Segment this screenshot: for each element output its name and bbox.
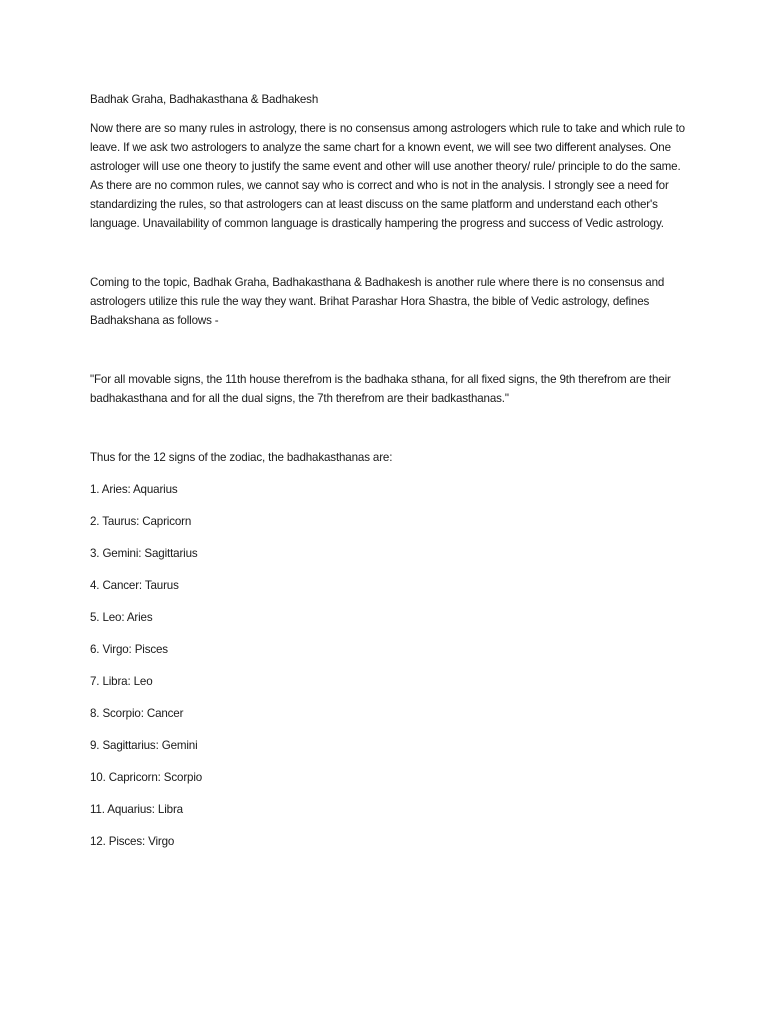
list-item: 7. Libra: Leo — [90, 675, 153, 688]
badhakasthana-list — [90, 480, 690, 851]
list-item: 2. Taurus: Capricorn — [90, 515, 192, 528]
paragraph-intro: Now there are so many rules in astrology, there is no consensus among astrologers which rule to take and which rule to leave. If we ask two astrologers to analyze the same chart for a known event, we will see two different analyses. One astrologer will use one theory to justify the same event and other will use another theory/ rule/ principle to do the same. As there are no common rules, we cannot say who is correct and who is not in the analysis. I strongly see a need for standardizing the rules, so that astrologers can at least discuss on the same platform and understand each other's language. Unavailability of common language is drastically hampering the progress and success of Vedic astrology. — [90, 122, 685, 230]
list-item: 3. Gemini: Sagittarius — [90, 547, 198, 560]
document-body — [90, 90, 690, 864]
list-intro: Thus for the 12 signs of the zodiac, the badhakasthanas are: — [90, 451, 393, 464]
list-item: 11. Aquarius: Libra — [90, 803, 183, 816]
list-item: 1. Aries: Aquarius — [90, 483, 178, 496]
list-item: 6. Virgo: Pisces — [90, 643, 168, 656]
quote-text: "For all movable signs, the 11th house therefrom is the badhaka sthana, for all fixed signs, the 9th therefrom are their badhakasthana and for all the dual signs, the 7th therefrom are their badkasthanas." — [90, 373, 671, 405]
list-item: 12. Pisces: Virgo — [90, 835, 175, 848]
list-item: 8. Scorpio: Cancer — [90, 707, 184, 720]
list-item: 9. Sagittarius: Gemini — [90, 739, 198, 752]
document-title: Badhak Graha, Badhakasthana & Badhakesh — [90, 93, 319, 106]
list-item: 10. Capricorn: Scorpio — [90, 771, 203, 784]
list-item: 4. Cancer: Taurus — [90, 579, 179, 592]
list-item: 5. Leo: Aries — [90, 611, 153, 624]
paragraph-topic: Coming to the topic, Badhak Graha, Badhakasthana & Badhakesh is another rule where there is no consensus and astrologers utilize this rule the way they want. Brihat Parashar Hora Shastra, the bible of Vedic astrology, defines Badhakshana as follows - — [90, 276, 665, 327]
